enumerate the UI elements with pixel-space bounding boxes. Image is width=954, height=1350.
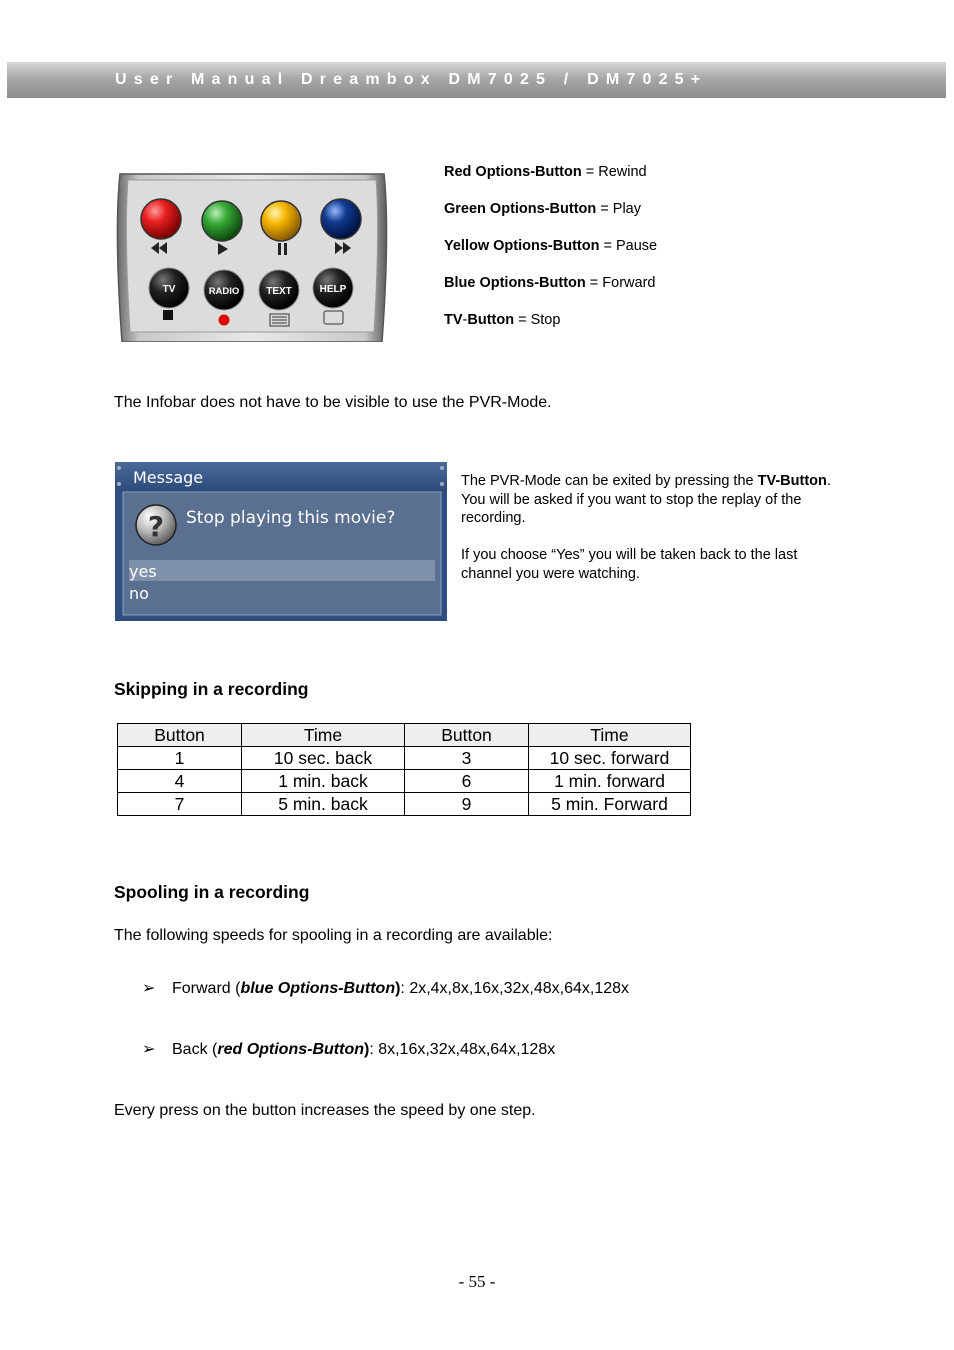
message-dialog-graphic [115, 462, 447, 621]
header-cell: Time [242, 724, 405, 747]
item-label: Back ( [172, 1041, 218, 1058]
header-cell: Button [118, 724, 242, 747]
item-speeds: : 8x,16x,32x,48x,64x,128x [369, 1041, 556, 1058]
table-cell: 1 min. back [242, 770, 405, 793]
question-mark-glyph: ? [147, 510, 165, 543]
arrow-bullet-icon: ➢ [142, 1041, 156, 1058]
infobar-note: The Infobar does not have to be visible to use the PVR-Mode. [114, 394, 552, 411]
exit-text-c: . You will be asked if you want to stop the replay of the recording. [461, 473, 831, 526]
arrow-bullet-icon: ➢ [142, 980, 156, 997]
button-name: Red Options-Button [444, 164, 582, 180]
header-cell: Time [529, 724, 691, 747]
table-cell: 6 [405, 770, 529, 793]
skipping-table [117, 723, 691, 816]
table-header-row [118, 724, 691, 747]
header-bar [7, 62, 946, 98]
separator: = [596, 201, 613, 217]
tv-button-description [444, 312, 560, 328]
skipping-heading: Skipping in a recording [114, 679, 309, 699]
button-action: Play [612, 201, 641, 217]
help-button-label: HELP [319, 284, 347, 295]
item-close: ) [363, 1041, 370, 1058]
dialog-question: Stop playing this movie? [186, 508, 396, 528]
table-cell: 3 [405, 747, 529, 770]
button-name-a: TV [444, 312, 463, 328]
table-cell: 5 min. Forward [529, 793, 691, 816]
blue-button-description [444, 275, 655, 291]
separator: = [581, 164, 599, 180]
table-cell: 9 [405, 793, 529, 816]
spooling-footer: Every press on the button increases the speed by one step. [114, 1102, 536, 1119]
button-name: Green Options-Button [444, 201, 597, 217]
exit-text-tv-button: TV-Button [757, 473, 827, 489]
remote-control-image [114, 172, 390, 342]
item-label: Forward ( [172, 980, 241, 997]
list-item-forward [142, 978, 629, 998]
button-name: Yellow Options-Button [444, 238, 600, 254]
dialog-option-yes: yes [129, 562, 157, 581]
green-button-description [444, 201, 641, 217]
list-item-back [142, 1039, 555, 1059]
yellow-options-button-icon [261, 201, 301, 241]
item-button: red Options-Button [217, 1041, 364, 1058]
separator: = [585, 275, 603, 291]
radio-button-label: RADIO [208, 286, 240, 297]
separator: = [514, 312, 531, 328]
message-dialog-screenshot [115, 462, 447, 621]
green-options-button-icon [202, 201, 242, 241]
exit-paragraph-2: If you choose “Yes” you will be taken back to the last channel you were watching. [461, 547, 798, 582]
table-cell: 1 min. forward [529, 770, 691, 793]
header-cell: Button [405, 724, 529, 747]
item-button: blue Options-Button [240, 980, 396, 997]
stop-icon [163, 310, 173, 320]
button-name: Blue Options-Button [444, 275, 586, 291]
spooling-intro: The following speeds for spooling in a recording are available: [114, 927, 553, 944]
text-button-label: TEXT [266, 286, 292, 297]
item-close: ) [395, 980, 401, 997]
separator: = [599, 238, 616, 254]
red-button-description [444, 164, 647, 180]
table-row [118, 770, 691, 793]
blue-options-button-icon [321, 199, 361, 239]
dialog-option-no: no [129, 584, 149, 603]
dialog-title: Message [133, 468, 204, 487]
table-cell: 1 [118, 747, 242, 770]
record-icon [219, 315, 230, 326]
item-speeds: : 2x,4x,8x,16x,32x,48x,64x,128x [400, 980, 630, 997]
yellow-button-description [444, 238, 657, 254]
button-action: Rewind [598, 164, 647, 180]
button-name-b: Button [467, 312, 515, 328]
table-cell: 10 sec. back [242, 747, 405, 770]
table-cell: 10 sec. forward [529, 747, 691, 770]
tv-button-label: TV [162, 284, 176, 295]
red-options-button-icon [141, 199, 181, 239]
spooling-heading: Spooling in a recording [114, 882, 310, 902]
table-row [118, 747, 691, 770]
table-row [118, 793, 691, 816]
header-title: User Manual Dreambox DM7025 / DM7025+ [115, 71, 708, 88]
button-action: Forward [602, 275, 656, 291]
table-cell: 5 min. back [242, 793, 405, 816]
page-number: - 55 - [458, 1272, 496, 1291]
table-cell: 7 [118, 793, 242, 816]
exit-paragraph-1 [461, 472, 851, 528]
table-cell: 4 [118, 770, 242, 793]
button-action: Stop [530, 312, 561, 328]
button-action: Pause [616, 238, 658, 254]
exit-text-a: The PVR-Mode can be exited by pressing the [461, 473, 758, 489]
button-name-dash: - [462, 312, 468, 328]
